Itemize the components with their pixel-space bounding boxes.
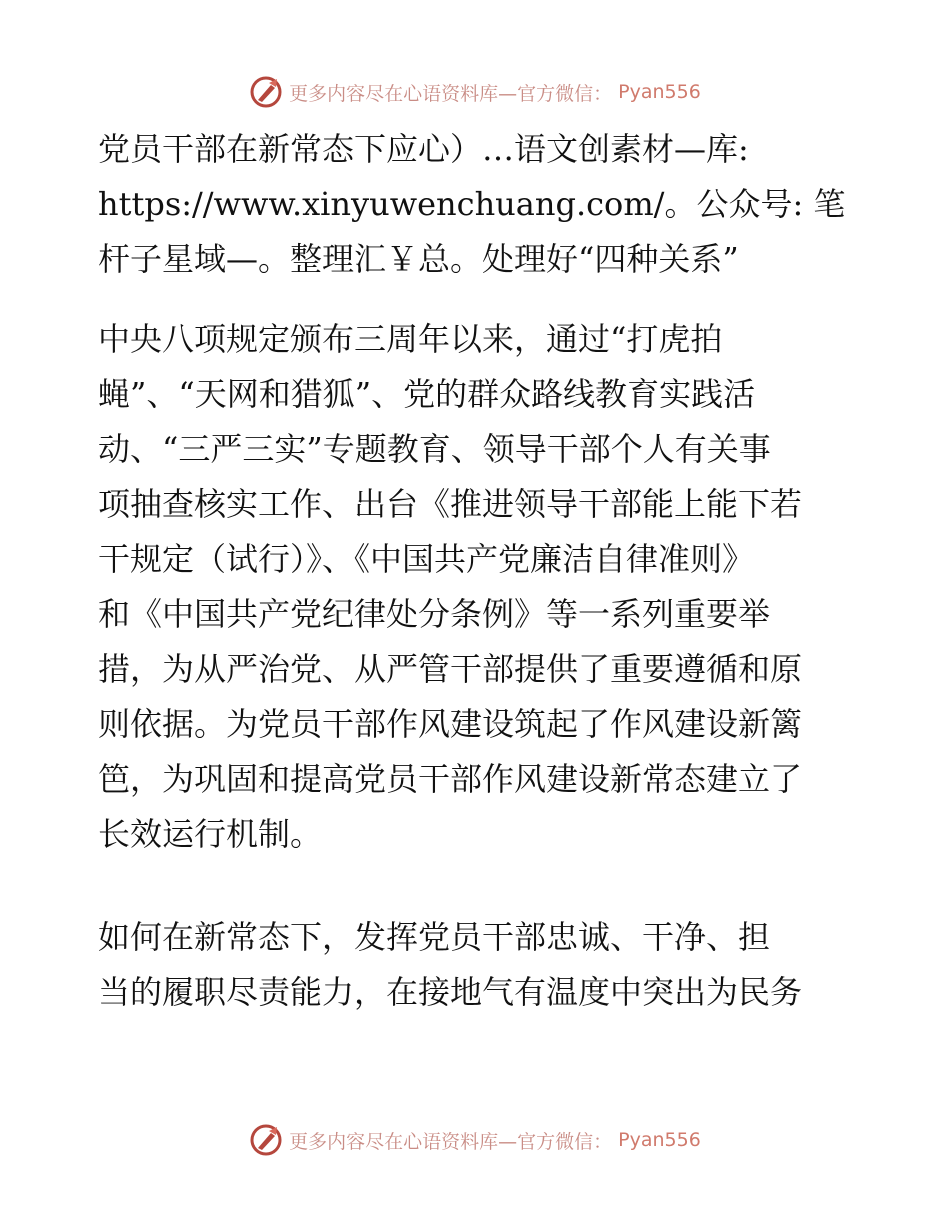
paragraph-1 bbox=[98, 122, 858, 287]
text-line: 杆子星域—。整理汇￥总。处理好“四种关系” bbox=[98, 240, 739, 278]
text-line: 措，为从严治党、从严管干部提供了重要遵循和原 bbox=[98, 650, 803, 688]
text-line: https://www.xinyuwenchuang.com/。公众号: 笔 bbox=[98, 185, 846, 223]
text-line: 动、“三严三实”专题教育、领导干部个人有关事 bbox=[98, 430, 771, 468]
paragraph-2 bbox=[98, 312, 858, 862]
text-line: 干规定（试行）》、《中国共产党廉洁自律准则》 bbox=[98, 540, 755, 578]
text-line: 项抽查核实工作、出台《推进领导干部能上能下若 bbox=[98, 485, 803, 523]
text-line: 当的履职尽责能力，在接地气有温度中突出为民务 bbox=[98, 973, 803, 1011]
banner-wechat-id: Pyan556 bbox=[618, 1129, 701, 1151]
pen-logo-icon bbox=[249, 1123, 283, 1157]
text-line: 蝇”、“天网和猎狐”、党的群众路线教育实践活 bbox=[98, 375, 756, 413]
text-line: 中央八项规定颁布三周年以来，通过“打虎拍 bbox=[98, 320, 723, 358]
banner-text: 更多内容尽在心语资料库—官方微信： bbox=[289, 82, 613, 105]
banner-wechat-id: Pyan556 bbox=[618, 81, 701, 103]
pen-logo-icon bbox=[249, 75, 283, 109]
footer-banner bbox=[0, 1120, 950, 1160]
banner-text: 更多内容尽在心语资料库—官方微信： bbox=[289, 1130, 613, 1153]
text-line: 则依据。为党员干部作风建设筑起了作风建设新篱 bbox=[98, 705, 803, 743]
text-line: 党员干部在新常态下应心）…语文创素材—库: bbox=[98, 130, 749, 168]
paragraph-3 bbox=[98, 910, 858, 1020]
header-banner bbox=[0, 72, 950, 112]
text-line: 长效运行机制。 bbox=[98, 815, 323, 853]
text-line: 笆，为巩固和提高党员干部作风建设新常态建立了 bbox=[98, 760, 803, 798]
text-line: 如何在新常态下，发挥党员干部忠诚、干净、担 bbox=[98, 918, 771, 956]
text-line: 和《中国共产党纪律处分条例》等一系列重要举 bbox=[98, 595, 771, 633]
